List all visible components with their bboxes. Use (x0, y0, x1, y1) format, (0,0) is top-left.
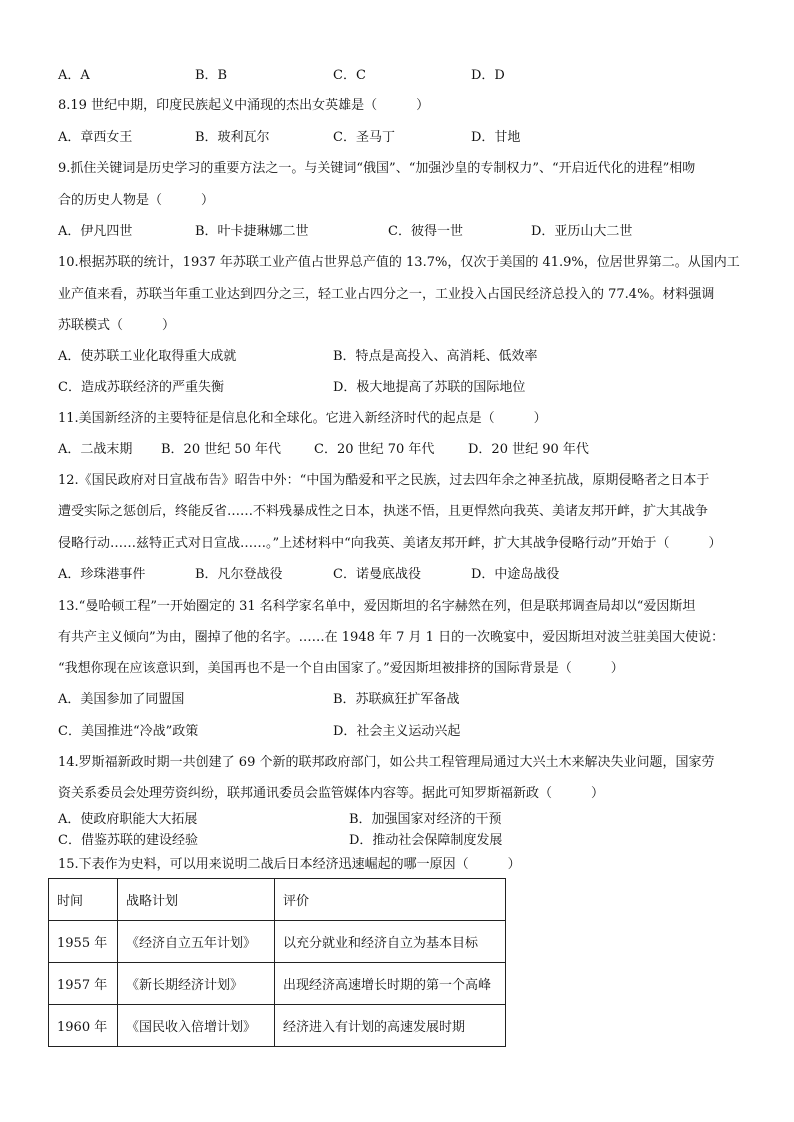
q9-stem-line-1: 9.抓住关键词是历史学习的重要方法之一。与关键词“俄国”、“加强沙皇的专制权力”、“开启近代化的进程”相吻 (58, 161, 696, 176)
q10-option-b: B．特点是高投入、高消耗、低效率 (333, 349, 538, 364)
q7-option-b: B．B (195, 68, 228, 83)
q13-option-b: B．苏联疯狂扩军备战 (333, 692, 460, 707)
table-cell-time: 1957 年 (49, 963, 118, 1005)
q14-option-c: C．借鉴苏联的建设经验 (58, 833, 198, 848)
q12-stem-line-2: 遭受实际之惩创后，终能反省……不料残暴成性之日本，执迷不悟，且更悍然向我英、美诸友邦开衅，扩大其战争 (58, 504, 709, 519)
table-cell-plan: 《经济自立五年计划》 (118, 921, 275, 963)
q12-option-b: B．凡尔登战役 (195, 567, 283, 582)
q13-stem-line-1: 13.“曼哈顿工程”一开始圈定的 31 名科学家名单中，爱因斯坦的名字赫然在列，但是联邦调查局却以“爱因斯坦 (58, 599, 696, 614)
q7-option-d: D．D (471, 68, 505, 83)
table-cell-evaluation: 出现经济高速增长时期的第一个高峰 (275, 963, 506, 1005)
q12-option-c: C．诺曼底战役 (333, 567, 421, 582)
q8-option-a: A．章西女王 (58, 130, 133, 145)
table-row (49, 1005, 506, 1047)
q10-option-d: D．极大地提高了苏联的国际地位 (333, 380, 526, 395)
q13-stem-line-2: 有共产主义倾向”为由，圈掉了他的名字。……在 1948 年 7 月 1 日的一次晚宴中，爱因斯坦对波兰驻美国大使说： (58, 630, 725, 645)
q12-option-a: A．珍珠港事件 (58, 567, 146, 582)
q12-option-d: D．中途岛战役 (471, 567, 560, 582)
q14-stem-line-2: 资关系委员会处理劳资纠纷，联邦通讯委员会监管媒体内容等。据此可知罗斯福新政（ ） (58, 786, 605, 801)
table-header-evaluation: 评价 (275, 879, 506, 921)
q14-option-d: D．推动社会保障制度发展 (349, 833, 503, 848)
q10-option-c: C．造成苏联经济的严重失衡 (58, 380, 224, 395)
q8-option-b: B．玻利瓦尔 (195, 130, 270, 145)
q9-option-c: C．彼得一世 (388, 224, 463, 239)
table-cell-plan: 《新长期经济计划》 (118, 963, 275, 1005)
q11-option-a: A．二战末期 (58, 442, 133, 457)
q13-option-a: A．美国参加了同盟国 (58, 692, 185, 707)
table-header-plan: 战略计划 (118, 879, 275, 921)
q14-stem-line-1: 14.罗斯福新政时期一共创建了 69 个新的联邦政府部门，如公共工程管理局通过大兴土木来解决失业问题，国家劳 (58, 755, 715, 770)
q14-option-b: B．加强国家对经济的干预 (349, 812, 502, 827)
q8-option-d: D．甘地 (471, 130, 521, 145)
q11-option-c: C．20 世纪 70 年代 (314, 442, 435, 457)
q12-stem-line-3: 侵略行动……兹特正式对日宣战……。”上述材料中“向我英、美诸友邦开衅，扩大其战争侵略行动”开始于（ ） (58, 536, 722, 551)
table-cell-time: 1955 年 (49, 921, 118, 963)
table-header-time: 时间 (49, 879, 118, 921)
q7-option-a: A．A (58, 68, 90, 83)
q15-table (48, 878, 506, 1047)
q13-option-c: C．美国推进“冷战”政策 (58, 724, 199, 739)
q10-stem-line-1: 10.根据苏联的统计，1937 年苏联工业产值占世界总产值的 13.7%，仅次于美国的 41.9%，位居世界第二。从国内工 (58, 255, 740, 270)
table-row (49, 921, 506, 963)
table-cell-plan: 《国民收入倍增计划》 (118, 1005, 275, 1047)
q10-stem-line-2: 业产值来看，苏联当年重工业达到四分之三，轻工业占四分之一，工业投入占国民经济总投入的 77.4%。材料强调 (58, 287, 715, 302)
table-header-row (49, 879, 506, 921)
table-cell-evaluation: 经济进入有计划的高速发展时期 (275, 1005, 506, 1047)
q8-option-c: C．圣马丁 (333, 130, 395, 145)
q12-stem-line-1: 12.《国民政府对日宣战布告》昭告中外：“中国为酷爱和平之民族，过去四年余之神圣抗战，原期侵略者之日本于 (58, 473, 710, 488)
q9-option-d: D．亚历山大二世 (531, 224, 633, 239)
table-row (49, 963, 506, 1005)
table-cell-time: 1960 年 (49, 1005, 118, 1047)
q10-stem-line-3: 苏联模式（ ） (58, 318, 176, 333)
q11-option-d: D．20 世纪 90 年代 (468, 442, 589, 457)
q10-option-a: A．使苏联工业化取得重大成就 (58, 349, 237, 364)
q11-option-b: B．20 世纪 50 年代 (161, 442, 282, 457)
table-cell-evaluation: 以充分就业和经济自立为基本目标 (275, 921, 506, 963)
q9-option-b: B．叶卡捷琳娜二世 (195, 224, 309, 239)
q14-option-a: A．使政府职能大大拓展 (58, 812, 198, 827)
q9-option-a: A．伊凡四世 (58, 224, 133, 239)
q13-option-d: D．社会主义运动兴起 (333, 724, 461, 739)
q9-stem-line-2: 合的历史人物是（ ） (58, 193, 215, 208)
q7-option-c: C．C (333, 68, 366, 83)
q13-stem-line-3: “我想你现在应该意识到，美国再也不是一个自由国家了。”爱因斯坦被排挤的国际背景是（ ） (58, 661, 624, 676)
q11-stem: 11.美国新经济的主要特征是信息化和全球化。它进入新经济时代的起点是（ ） (58, 411, 547, 426)
q15-stem: 15.下表作为史料，可以用来说明二战后日本经济迅速崛起的哪一原因（ ） (58, 857, 521, 872)
q8-stem: 8.19 世纪中期，印度民族起义中涌现的杰出女英雄是（ ） (58, 98, 430, 113)
